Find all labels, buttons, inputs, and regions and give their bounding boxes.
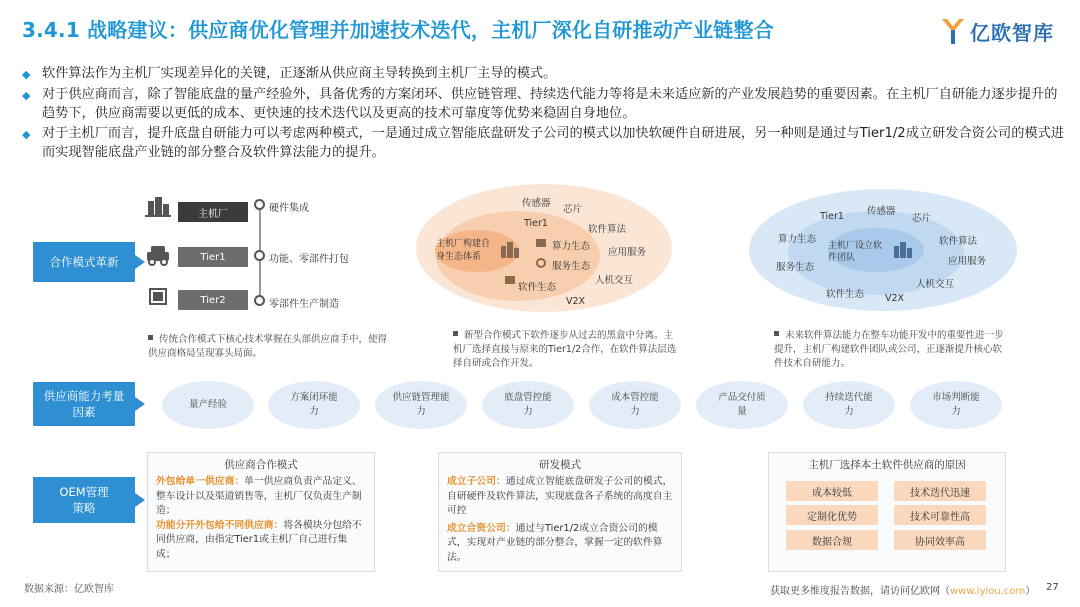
diamond-icon: ◆ <box>22 89 31 102</box>
bullet-list <box>22 64 1067 163</box>
panel-body <box>156 475 366 562</box>
ecosystem-center: 主机厂设立软件团队 <box>828 241 883 263</box>
ecosystem-center: 主机厂构建自身生态体系 <box>436 239 491 262</box>
eco-outer-label: 软件算法 <box>588 224 627 235</box>
eco-outer-label: V2X <box>885 293 905 304</box>
page-number: 27 <box>1046 582 1059 593</box>
reason-tag: 数据合规 <box>786 530 878 550</box>
tier-box-oem: 主机厂 <box>178 202 248 222</box>
panel-item: 功能分开外包给不同供应商：将各模块分包给不同供应商，由指定Tier1或主机厂自己进行集成； <box>156 519 362 560</box>
bullet-text: 对于主机厂而言，提升底盘自研能力可以考虑两种模式，一是通过成立智能底盘研发子公司的模式以加快软硬件自研进展，另一种则是通过与Tier1/2成立研发合资公司的模式进而实现智能底盘产业链的部分整合及软件算法能力的提升。 <box>42 126 1064 160</box>
tier-box-tier2: Tier2 <box>178 290 248 310</box>
factor-bubble: 量产经验 <box>162 381 254 429</box>
step-dot <box>254 250 265 261</box>
row-label-supplier: 供应商能力考量因素 <box>33 382 135 426</box>
logo <box>940 14 1066 48</box>
step-label: 零部件生产制造 <box>269 299 339 310</box>
factor-bubble: 市场判断能力 <box>910 381 1002 429</box>
step-dot <box>254 199 265 210</box>
footer-more-info: 获取更多维度报告数据，请访问亿欧网（www.iyiou.com） <box>770 586 1036 597</box>
note-future: 未来软件算法能力在整车功能开发中的重要性进一步提升，主机厂构建软件团队或公司，正逐渐提升核心软件技术自研能力。 <box>774 330 1004 369</box>
panel-title: 供应商合作模式 <box>224 459 298 471</box>
eco-inner-label: 算力生态 <box>552 241 591 252</box>
panel-supplier-cooperation <box>147 452 375 572</box>
bullet-item <box>22 64 1067 84</box>
eco-outer-label: 算力生态 <box>778 234 817 245</box>
eco-outer-label: 应用服务 <box>948 256 987 267</box>
step-dot <box>254 295 265 306</box>
eco-outer-label: 传感器 <box>867 206 896 217</box>
step-label: 硬件集成 <box>269 203 309 214</box>
logo-text: 亿欧智库 <box>970 20 1054 45</box>
step-label: 功能、零部件打包 <box>269 254 349 265</box>
diamond-icon: ◆ <box>22 68 31 81</box>
eco-outer-label: 软件算法 <box>939 236 978 247</box>
reason-tag: 成本较低 <box>786 481 878 501</box>
note-traditional: 传统合作模式下核心技术掌握在头部供应商手中，使得供应商格局呈现寡头局面。 <box>148 334 388 359</box>
chip-icon <box>150 289 166 304</box>
reason-tag: 技术可靠性高 <box>894 505 986 525</box>
row-label-oem: OEM管理策略 <box>33 477 135 523</box>
reason-tag: 定制化优势 <box>786 505 878 525</box>
page-title: 3.4.1 战略建议：供应商优化管理并加速技术迭代，主机厂深化自研推动产业链整合 <box>22 18 774 42</box>
panel-body <box>447 475 673 565</box>
eco-outer-label: 软件生态 <box>826 289 865 300</box>
eco-outer-label: 传感器 <box>522 198 551 209</box>
factor-bubble: 方案闭环能力 <box>268 381 360 429</box>
reason-tag: 技术迭代迅速 <box>894 481 986 501</box>
server-icon <box>536 239 546 247</box>
data-source: 数据来源：亿欧智库 <box>24 584 114 595</box>
panel-rd-mode <box>438 452 682 572</box>
eco-outer-label: Tier1 <box>820 211 844 222</box>
panel-title: 研发模式 <box>539 459 581 471</box>
eco-outer-label: 人机交互 <box>916 279 955 290</box>
eco-outer-label: 服务生态 <box>776 262 815 273</box>
bullet-item <box>22 124 1067 162</box>
factor-bubble: 供应链管理能力 <box>375 381 467 429</box>
bullet-item <box>22 85 1067 123</box>
factor-bubble: 成本管控能力 <box>589 381 681 429</box>
factor-bubble: 持续迭代能力 <box>803 381 895 429</box>
factor-bubble: 产品交付质量 <box>696 381 788 429</box>
eco-outer-label: Tier1 <box>524 218 548 229</box>
panel-title: 主机厂选择本土软件供应商的原因 <box>808 459 966 471</box>
logo-icon <box>940 16 966 46</box>
eco-outer-label: 芯片 <box>563 204 583 215</box>
bullet-text: 软件算法作为主机厂实现差异化的关键，正逐渐从供应商主导转换到主机厂主导的模式。 <box>42 66 557 81</box>
building-icon <box>145 197 171 217</box>
eco-outer-label: 人机交互 <box>595 275 634 286</box>
eco-outer-label: V2X <box>566 296 586 307</box>
factor-bubble: 底盘管控能力 <box>482 381 574 429</box>
panel-item: 成立子公司：通过成立智能底盘研发子公司的模式，自研硬件及软件算法，实现底盘各子系统的高度自主可控 <box>447 476 673 516</box>
car-icon <box>147 246 169 265</box>
tier-box-tier1: Tier1 <box>178 247 248 267</box>
eco-inner-label: 服务生态 <box>552 261 591 272</box>
code-icon <box>505 276 515 284</box>
eco-inner-label: 软件生态 <box>518 282 557 293</box>
panel-item: 成立合资公司：通过与Tier1/2成立合资公司的模式，实现对产业链的部分整合，掌握一定的软件算法。 <box>447 522 663 563</box>
diamond-icon: ◆ <box>22 128 31 141</box>
reason-tag: 协同效率高 <box>894 530 986 550</box>
note-new: 新型合作模式下软件逐步从过去的黑盒中分离。主机厂选择直接与原来的Tier1/2合作，在软件算法层选择自研或合作开发。 <box>453 330 677 369</box>
eco-outer-label: 芯片 <box>912 213 932 224</box>
row-label-cooperation: 合作模式革新 <box>33 242 135 282</box>
panel-item: 外包给单一供应商：单一供应商负责产品定义、整车设计以及渠道销售等，主机厂仅负责生产制造； <box>156 476 362 516</box>
iyiou-link[interactable]: www.iyiou.com <box>950 586 1026 597</box>
eco-outer-label: 应用服务 <box>608 247 647 258</box>
bullet-text: 对于供应商而言，除了智能底盘的量产经验外，具备优秀的方案闭环、供应链管理、持续迭代能力等将是未来适应新的产业发展趋势的重要因素。在主机厂自研能力逐步提升的趋势下，供应商需要以更低的成本、更快速的技术迭代以及更高的技术可靠度等优势来稳固自身地位。 <box>42 87 1058 121</box>
